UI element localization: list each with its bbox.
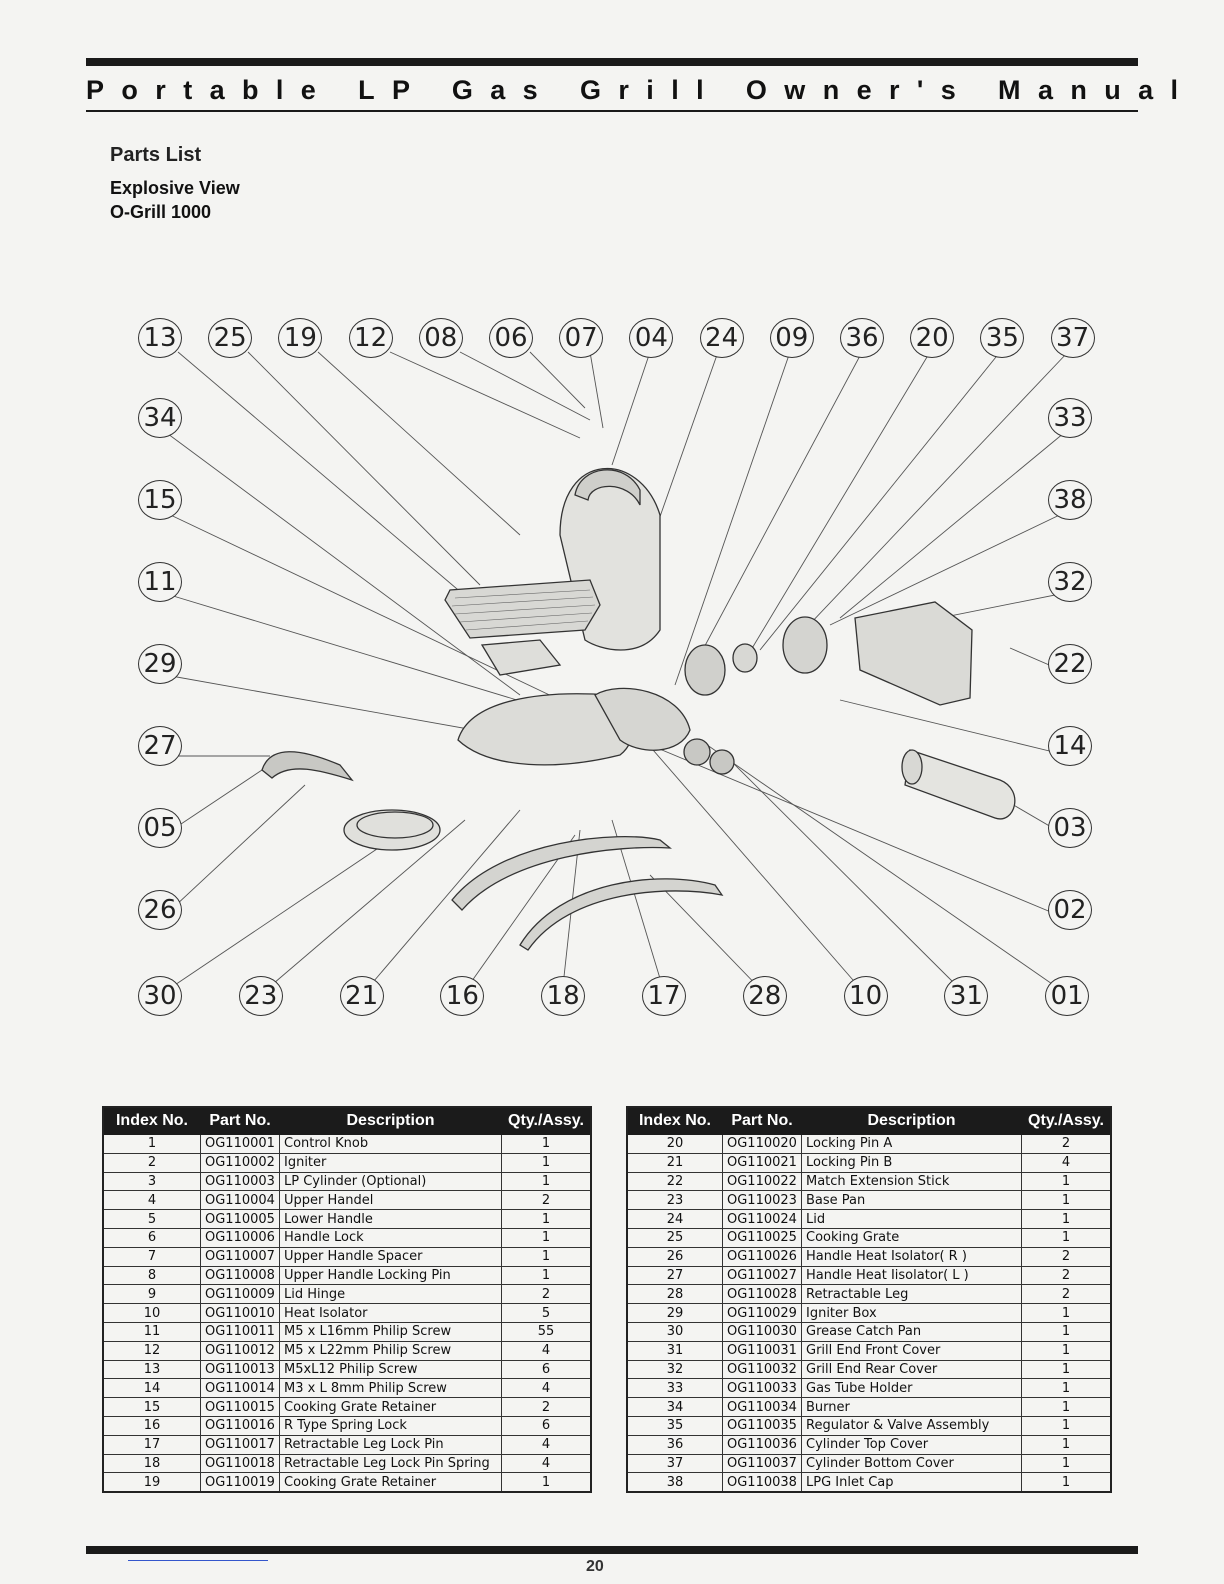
description-cell: LP Cylinder (Optional): [280, 1172, 502, 1191]
part-no-cell: OG110001: [201, 1135, 280, 1154]
qty-cell: 1: [1022, 1191, 1112, 1210]
table-row: [627, 1285, 1111, 1304]
callout-19: 19: [278, 318, 322, 358]
description-cell: Grease Catch Pan: [802, 1322, 1022, 1341]
description-cell: Cooking Grate Retainer: [280, 1473, 502, 1492]
qty-cell: 1: [1022, 1228, 1112, 1247]
callout-18: 18: [541, 976, 585, 1016]
index-cell: 9: [103, 1285, 201, 1304]
qty-cell: 1: [502, 1473, 592, 1492]
index-cell: 13: [103, 1360, 201, 1379]
callout-16: 16: [440, 976, 484, 1016]
description-cell: Retractable Leg Lock Pin Spring: [280, 1454, 502, 1473]
table-row: [627, 1398, 1111, 1417]
qty-cell: 1: [502, 1153, 592, 1172]
callout-32: 32: [1048, 562, 1092, 602]
description-cell: Upper Handel: [280, 1191, 502, 1210]
part-no-cell: OG110031: [723, 1341, 802, 1360]
description-cell: Base Pan: [802, 1191, 1022, 1210]
index-cell: 6: [103, 1228, 201, 1247]
description-cell: Cooking Grate: [802, 1228, 1022, 1247]
part-no-cell: OG110033: [723, 1379, 802, 1398]
part-no-cell: OG110023: [723, 1191, 802, 1210]
table-row: [103, 1210, 591, 1229]
part-no-cell: OG110037: [723, 1454, 802, 1473]
qty-cell: 1: [502, 1228, 592, 1247]
qty-cell: 1: [502, 1210, 592, 1229]
table-row: [627, 1360, 1111, 1379]
index-cell: 23: [627, 1191, 723, 1210]
description-cell: Heat Isolator: [280, 1304, 502, 1323]
col-index-header: Index No.: [627, 1107, 723, 1135]
index-cell: 19: [103, 1473, 201, 1492]
part-no-cell: OG110004: [201, 1191, 280, 1210]
index-cell: 1: [103, 1135, 201, 1154]
qty-cell: 2: [1022, 1266, 1112, 1285]
callout-22: 22: [1048, 644, 1092, 684]
callout-01: 01: [1045, 976, 1089, 1016]
index-cell: 7: [103, 1247, 201, 1266]
index-cell: 35: [627, 1416, 723, 1435]
part-no-cell: OG110010: [201, 1304, 280, 1323]
table-row: [627, 1247, 1111, 1266]
section-heading: Parts List: [110, 144, 202, 166]
grill-parts: [262, 468, 1015, 950]
callout-24: 24: [700, 318, 744, 358]
table-row: [103, 1247, 591, 1266]
qty-cell: 2: [1022, 1285, 1112, 1304]
qty-cell: 2: [1022, 1135, 1112, 1154]
parts-table-left: [102, 1106, 592, 1493]
description-cell: Regulator & Valve Assembly: [802, 1416, 1022, 1435]
description-cell: Igniter Box: [802, 1304, 1022, 1323]
description-cell: Igniter: [280, 1153, 502, 1172]
table-header-row: [627, 1107, 1111, 1135]
callout-17: 17: [642, 976, 686, 1016]
part-no-cell: OG110035: [723, 1416, 802, 1435]
callout-07: 07: [559, 318, 603, 358]
description-cell: M3 x L 8mm Philip Screw: [280, 1379, 502, 1398]
burner-shape: [482, 640, 560, 675]
callout-14: 14: [1048, 726, 1092, 766]
footer-rule: [86, 1546, 1138, 1554]
col-part-header: Part No.: [201, 1107, 280, 1135]
index-cell: 18: [103, 1454, 201, 1473]
description-cell: Retractable Leg Lock Pin: [280, 1435, 502, 1454]
col-description-header: Description: [280, 1107, 502, 1135]
callout-20: 20: [910, 318, 954, 358]
table-row: [103, 1435, 591, 1454]
table-row: [627, 1228, 1111, 1247]
callout-38: 38: [1048, 480, 1092, 520]
table-row: [627, 1191, 1111, 1210]
qty-cell: 1: [1022, 1454, 1112, 1473]
part-no-cell: OG110009: [201, 1285, 280, 1304]
index-cell: 20: [627, 1135, 723, 1154]
description-cell: Upper Handle Locking Pin: [280, 1266, 502, 1285]
table-row: [103, 1379, 591, 1398]
table-row: [103, 1153, 591, 1172]
part-no-cell: OG110005: [201, 1210, 280, 1229]
table-row: [103, 1304, 591, 1323]
callout-02: 02: [1048, 890, 1092, 930]
qty-cell: 1: [1022, 1360, 1112, 1379]
part-no-cell: OG110034: [723, 1398, 802, 1417]
table-row: [103, 1285, 591, 1304]
description-cell: Handle Heat Iisolator( L ): [802, 1266, 1022, 1285]
part-no-cell: OG110011: [201, 1322, 280, 1341]
qty-cell: 1: [1022, 1398, 1112, 1417]
cooking-grate-shape: [445, 580, 600, 638]
footer-link-line: [128, 1560, 268, 1561]
table-row: [627, 1304, 1111, 1323]
qty-cell: 2: [1022, 1247, 1112, 1266]
part-no-cell: OG110017: [201, 1435, 280, 1454]
part-no-cell: OG110015: [201, 1398, 280, 1417]
index-cell: 15: [103, 1398, 201, 1417]
part-no-cell: OG110030: [723, 1322, 802, 1341]
description-cell: Retractable Leg: [802, 1285, 1022, 1304]
qty-cell: 55: [502, 1322, 592, 1341]
description-cell: M5 x L16mm Philip Screw: [280, 1322, 502, 1341]
index-cell: 27: [627, 1266, 723, 1285]
page-number: 20: [586, 1558, 604, 1575]
header-bar: [86, 72, 1196, 108]
table-row: [103, 1322, 591, 1341]
index-cell: 2: [103, 1153, 201, 1172]
callout-04: 04: [629, 318, 673, 358]
part-no-cell: OG110028: [723, 1285, 802, 1304]
index-cell: 5: [103, 1210, 201, 1229]
grease-pan-shape: [344, 810, 440, 850]
index-cell: 25: [627, 1228, 723, 1247]
callout-35: 35: [980, 318, 1024, 358]
part-no-cell: OG110003: [201, 1172, 280, 1191]
callout-21: 21: [340, 976, 384, 1016]
parts-table-right: [626, 1106, 1112, 1493]
part-no-cell: OG110013: [201, 1360, 280, 1379]
index-cell: 11: [103, 1322, 201, 1341]
callout-28: 28: [743, 976, 787, 1016]
index-cell: 37: [627, 1454, 723, 1473]
description-cell: Locking Pin B: [802, 1153, 1022, 1172]
part-no-cell: OG110016: [201, 1416, 280, 1435]
index-cell: 21: [627, 1153, 723, 1172]
qty-cell: 1: [1022, 1341, 1112, 1360]
callout-34: 34: [138, 398, 182, 438]
part-no-cell: OG110019: [201, 1473, 280, 1492]
section-subheading: Explosive View: [110, 178, 240, 198]
description-cell: Handle Lock: [280, 1228, 502, 1247]
callout-29: 29: [138, 644, 182, 684]
qty-cell: 6: [502, 1360, 592, 1379]
qty-cell: 1: [1022, 1172, 1112, 1191]
callout-05: 05: [138, 808, 182, 848]
qty-cell: 1: [502, 1266, 592, 1285]
table-row: [103, 1416, 591, 1435]
part-no-cell: OG110012: [201, 1341, 280, 1360]
index-cell: 24: [627, 1210, 723, 1229]
part-no-cell: OG110006: [201, 1228, 280, 1247]
index-cell: 26: [627, 1247, 723, 1266]
regulator-shape: [685, 645, 725, 695]
callout-10: 10: [844, 976, 888, 1016]
part-no-cell: OG110022: [723, 1172, 802, 1191]
table-row: [627, 1341, 1111, 1360]
col-qty-header: Qty./Assy.: [1022, 1107, 1112, 1135]
callout-33: 33: [1048, 398, 1092, 438]
table-row: [103, 1191, 591, 1210]
index-cell: 29: [627, 1304, 723, 1323]
lower-handle-shape: [262, 752, 352, 780]
description-cell: Burner: [802, 1398, 1022, 1417]
table-row: [627, 1210, 1111, 1229]
qty-cell: 1: [1022, 1435, 1112, 1454]
qty-cell: 5: [502, 1304, 592, 1323]
callout-36: 36: [840, 318, 884, 358]
header-top-rule: [86, 58, 1138, 66]
index-cell: 33: [627, 1379, 723, 1398]
description-cell: LPG Inlet Cap: [802, 1473, 1022, 1492]
index-cell: 30: [627, 1322, 723, 1341]
qty-cell: 1: [1022, 1379, 1112, 1398]
qty-cell: 1: [1022, 1473, 1112, 1492]
description-cell: Control Knob: [280, 1135, 502, 1154]
col-index-header: Index No.: [103, 1107, 201, 1135]
index-cell: 3: [103, 1172, 201, 1191]
cylinder-cover-shape: [783, 617, 827, 673]
qty-cell: 1: [1022, 1322, 1112, 1341]
index-cell: 34: [627, 1398, 723, 1417]
table-row: [627, 1379, 1111, 1398]
index-cell: 12: [103, 1341, 201, 1360]
part-no-cell: OG110018: [201, 1454, 280, 1473]
description-cell: Cylinder Top Cover: [802, 1435, 1022, 1454]
callout-12: 12: [349, 318, 393, 358]
index-cell: 28: [627, 1285, 723, 1304]
table-row: [103, 1360, 591, 1379]
table-row: [627, 1153, 1111, 1172]
callout-23: 23: [239, 976, 283, 1016]
description-cell: Upper Handle Spacer: [280, 1247, 502, 1266]
table-row: [627, 1454, 1111, 1473]
qty-cell: 6: [502, 1416, 592, 1435]
part-no-cell: OG110008: [201, 1266, 280, 1285]
table-row: [103, 1341, 591, 1360]
part-no-cell: OG110002: [201, 1153, 280, 1172]
index-cell: 4: [103, 1191, 201, 1210]
index-cell: 16: [103, 1416, 201, 1435]
qty-cell: 1: [502, 1135, 592, 1154]
part-no-cell: OG110007: [201, 1247, 280, 1266]
part-no-cell: OG110020: [723, 1135, 802, 1154]
description-cell: Match Extension Stick: [802, 1172, 1022, 1191]
table-row: [103, 1135, 591, 1154]
table-row: [627, 1172, 1111, 1191]
table-row: [103, 1398, 591, 1417]
index-cell: 32: [627, 1360, 723, 1379]
grill-end-rear-shape: [855, 602, 972, 705]
callout-25: 25: [208, 318, 252, 358]
part-no-cell: OG110038: [723, 1473, 802, 1492]
callout-26: 26: [138, 890, 182, 930]
table-row: [627, 1435, 1111, 1454]
part-no-cell: OG110027: [723, 1266, 802, 1285]
col-part-header: Part No.: [723, 1107, 802, 1135]
callout-08: 08: [419, 318, 463, 358]
part-no-cell: OG110021: [723, 1153, 802, 1172]
callout-37: 37: [1051, 318, 1095, 358]
qty-cell: 1: [1022, 1304, 1112, 1323]
description-cell: Grill End Front Cover: [802, 1341, 1022, 1360]
callout-31: 31: [944, 976, 988, 1016]
qty-cell: 1: [502, 1247, 592, 1266]
table-row: [627, 1416, 1111, 1435]
qty-cell: 4: [1022, 1153, 1112, 1172]
description-cell: Lid: [802, 1210, 1022, 1229]
description-cell: M5xL12 Philip Screw: [280, 1360, 502, 1379]
description-cell: Handle Heat Isolator( R ): [802, 1247, 1022, 1266]
callout-27: 27: [138, 726, 182, 766]
qty-cell: 1: [1022, 1416, 1112, 1435]
index-cell: 22: [627, 1172, 723, 1191]
exploded-view-diagram: [0, 300, 1224, 1030]
qty-cell: 2: [502, 1191, 592, 1210]
description-cell: Cylinder Bottom Cover: [802, 1454, 1022, 1473]
index-cell: 10: [103, 1304, 201, 1323]
qty-cell: 4: [502, 1454, 592, 1473]
callout-09: 09: [770, 318, 814, 358]
table-row: [103, 1228, 591, 1247]
part-no-cell: OG110026: [723, 1247, 802, 1266]
callout-30: 30: [138, 976, 182, 1016]
col-qty-header: Qty./Assy.: [502, 1107, 592, 1135]
part-no-cell: OG110032: [723, 1360, 802, 1379]
table-row: [103, 1473, 591, 1492]
index-cell: 36: [627, 1435, 723, 1454]
index-cell: 8: [103, 1266, 201, 1285]
part-no-cell: OG110024: [723, 1210, 802, 1229]
manual-title: Portable LP Gas Grill Owner's Manual: [86, 75, 1196, 105]
table-row: [627, 1135, 1111, 1154]
control-knob-shape: [684, 739, 710, 765]
table-row: [103, 1454, 591, 1473]
description-cell: Grill End Rear Cover: [802, 1360, 1022, 1379]
qty-cell: 2: [502, 1285, 592, 1304]
table-row: [627, 1266, 1111, 1285]
index-cell: 31: [627, 1341, 723, 1360]
callout-11: 11: [138, 562, 182, 602]
col-description-header: Description: [802, 1107, 1022, 1135]
model-name: O-Grill 1000: [110, 202, 212, 222]
retractable-leg-shape: [452, 837, 670, 910]
table-row: [627, 1322, 1111, 1341]
callout-13: 13: [138, 318, 182, 358]
description-cell: Lid Hinge: [280, 1285, 502, 1304]
description-cell: Lower Handle: [280, 1210, 502, 1229]
callout-06: 06: [489, 318, 533, 358]
header-bottom-rule: [86, 110, 1138, 112]
qty-cell: 4: [502, 1341, 592, 1360]
table-row: [103, 1172, 591, 1191]
description-cell: M5 x L22mm Philip Screw: [280, 1341, 502, 1360]
index-cell: 38: [627, 1473, 723, 1492]
qty-cell: 2: [502, 1398, 592, 1417]
callout-03: 03: [1048, 808, 1092, 848]
part-no-cell: OG110025: [723, 1228, 802, 1247]
qty-cell: 4: [502, 1435, 592, 1454]
table-row: [103, 1266, 591, 1285]
description-cell: R Type Spring Lock: [280, 1416, 502, 1435]
description-cell: Gas Tube Holder: [802, 1379, 1022, 1398]
description-cell: Cooking Grate Retainer: [280, 1398, 502, 1417]
description-cell: Locking Pin A: [802, 1135, 1022, 1154]
part-no-cell: OG110029: [723, 1304, 802, 1323]
qty-cell: 1: [502, 1172, 592, 1191]
table-row: [627, 1473, 1111, 1492]
qty-cell: 1: [1022, 1210, 1112, 1229]
callout-15: 15: [138, 480, 182, 520]
part-no-cell: OG110036: [723, 1435, 802, 1454]
qty-cell: 4: [502, 1379, 592, 1398]
part-no-cell: OG110014: [201, 1379, 280, 1398]
index-cell: 17: [103, 1435, 201, 1454]
table-header-row: [103, 1107, 591, 1135]
index-cell: 14: [103, 1379, 201, 1398]
